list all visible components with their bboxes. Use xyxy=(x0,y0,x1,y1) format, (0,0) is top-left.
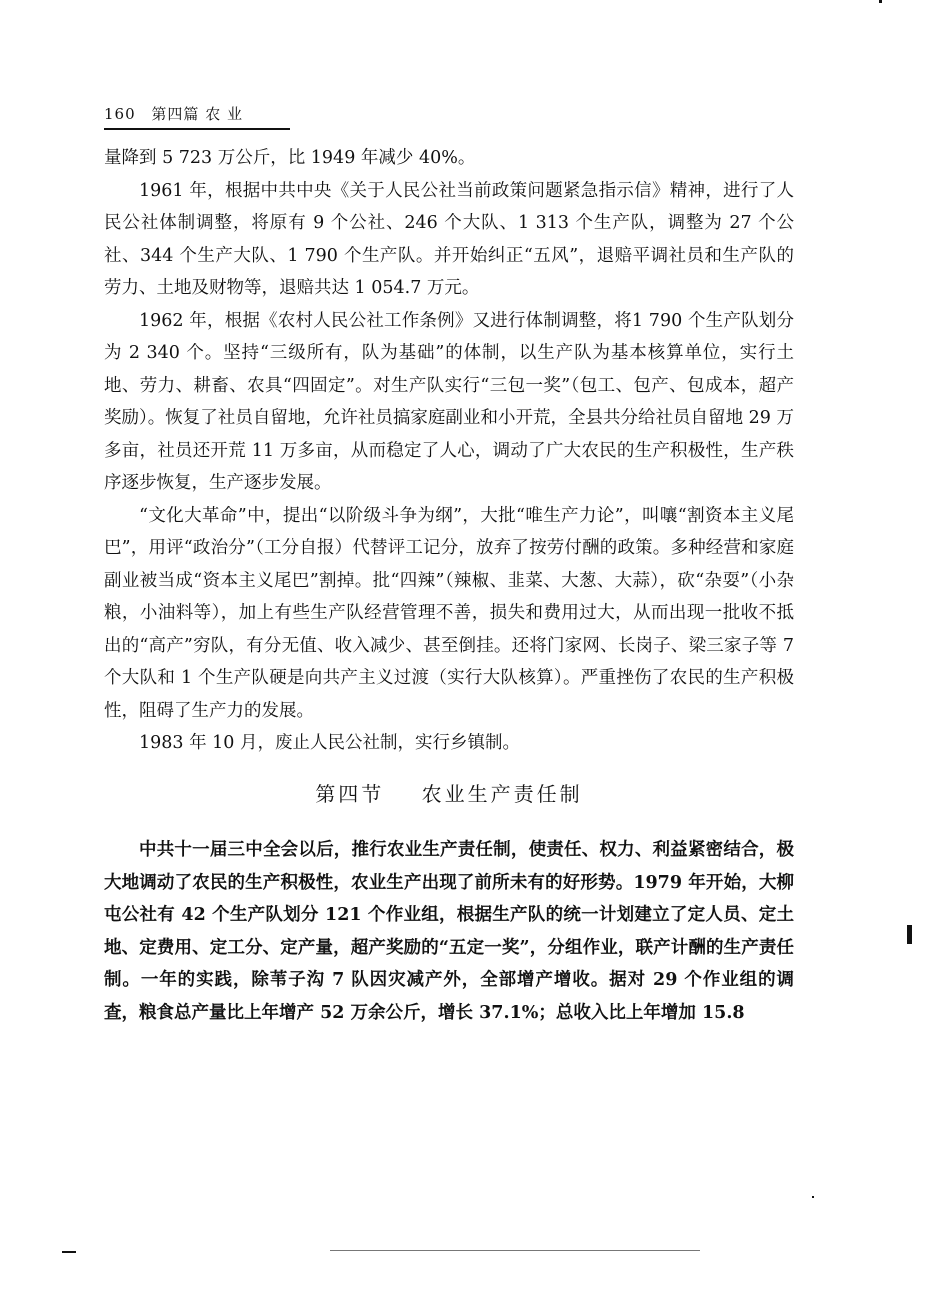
page-number: 160 xyxy=(104,105,136,123)
running-title: 第四篇 农 业 xyxy=(151,105,243,123)
section-body xyxy=(104,834,794,1029)
section-title: 农业生产责任制 xyxy=(421,781,583,806)
body-text xyxy=(104,142,794,1029)
paragraph-1961: 1961 年，根据中共中央《关于人民公社当前政策问题紧急指示信》精神，进行了人民公社体制调整，将原有 9 个公社、246 个大队、1 313 个生产队，调整为 27 个公社、344 个生产大队、1 790 个生产队。并开始纠正“五风”，退赔平调社员和生产队的劳力、土地及财物等，退赔共达 1 054.7 万元。 xyxy=(104,180,794,298)
paragraph-1983: 1983 年 10 月，废止人民公社制，实行乡镇制。 xyxy=(139,733,520,753)
scan-line-bottom xyxy=(330,1250,700,1251)
scan-mark-bottom-left xyxy=(62,1251,76,1253)
paragraph-responsibility-system: 中共十一届三中全会以后，推行农业生产责任制，使责任、权力、利益紧密结合，极大地调动了农民的生产积极性，农业生产出现了前所未有的好形势。1979 年开始，大柳屯公社有 42 个生产队划分 121 个作业组，根据生产队的统一计划建立了定人员、定土地、定费用、定工分、定产量，超产奖励的“五定一奖”，分组作业，联产计酬的生产责任制。一年的实践，除苇子沟 7 队因灾减产外，全部增产增收。据对 29 个作业组的调查，粮食总产量比上年增产 52 万余公斤，增长 37.1%；总收入比上年增加 15.8 xyxy=(104,840,794,1023)
paragraph-1962: 1962 年，根据《农村人民公社工作条例》又进行体制调整，将1 790 个生产队划分为 2 340 个。坚持“三级所有，队为基础”的体制，以生产队为基本核算单位，实行土地、劳力、耕畜、农具“四固定”。对生产队实行“三包一奖”（包工、包产、包成本，超产奖励）。恢复了社员自留地，允许社员搞家庭副业和小开荒，全县共分给社员自留地 29 万多亩，社员还开荒 11 万多亩，从而稳定了人心，调动了广大农民的生产积极性，生产秩序逐步恢复，生产逐步发展。 xyxy=(104,310,794,493)
paragraph-cultural-revolution: “文化大革命”中，提出“以阶级斗争为纲”，大批“唯生产力论”，叫嚷“割资本主义尾巴”，用评“政治分”（工分自报）代替评工记分，放弃了按劳付酬的政策。多种经营和家庭副业被当成“资本主义尾巴”割掉。批“四辣”（辣椒、韭菜、大葱、大蒜），砍“杂耍”（小杂粮，小油料等），加上有些生产队经营管理不善，损失和费用过大，从而出现一批收不抵出的“高产”穷队，有分无值、收入减少、甚至倒挂。还将门家网、长岗子、梁三家子等 7 个大队和 1 个生产队硬是向共产主义过渡（实行大队核算）。严重挫伤了农民的生产积极性，阻碍了生产力的发展。 xyxy=(104,505,794,721)
paragraph-continuation: 量降到 5 723 万公斤，比 1949 年减少 40%。 xyxy=(104,148,476,168)
scan-dot-bottom-right xyxy=(812,1196,814,1198)
scan-dot-top xyxy=(879,0,882,3)
running-header xyxy=(104,104,290,130)
section-number: 第四节 xyxy=(315,781,385,806)
section-heading xyxy=(104,778,794,811)
scan-mark-right xyxy=(907,925,912,944)
